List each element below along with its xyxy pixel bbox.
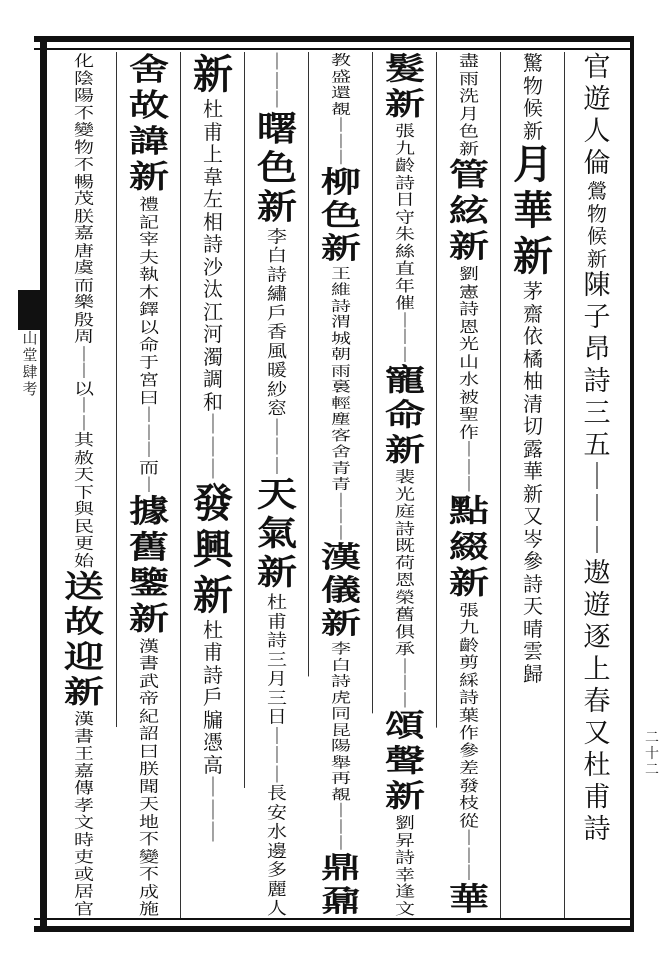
text-column <box>436 51 501 918</box>
annotation-line: 李 白 詩 繡 戶 香 風 暖 紗 窓 ｜ ｜ ｜ <box>267 225 287 476</box>
annotation-block <box>203 619 223 844</box>
headword: 送 故 迎 新 <box>64 568 104 711</box>
annotation-block <box>331 640 351 851</box>
headword: 月 華 新 <box>513 141 553 280</box>
text-column <box>180 52 245 918</box>
headword: 天 氣 新 <box>257 474 297 593</box>
headword: 舍 故 諱 新 <box>129 51 169 196</box>
spine-rule <box>44 42 47 926</box>
annotation-block <box>267 52 287 109</box>
center-fold-title: 山 堂 肆 考 <box>22 329 38 398</box>
annotation-line: 李 白 詩 虎 同 昆 陽 舉 再 覩 ｜ ｜ ｜ <box>331 639 351 852</box>
annotation-line: 教 盛 還 覩 ｜ ｜ ｜ <box>331 51 351 166</box>
annotation-line: 漢 書 王 嘉 傳 孝 文 時 吏 或 居 官 <box>74 709 94 918</box>
annotation-block <box>587 180 607 270</box>
annotation-line: 驚 物 候 新 <box>523 51 543 143</box>
text-column <box>564 52 629 918</box>
annotation-block <box>523 52 543 142</box>
annotation-line: 禮 記 宰 夫 執 木 鐸 以 命 于 宮 曰 ｜ ｜ ｜ 而 ｜ <box>139 194 159 494</box>
annotation-block <box>395 468 415 709</box>
annotation-block <box>267 593 287 918</box>
annotation-block <box>459 52 479 157</box>
headword: 發 興 新 <box>193 479 233 619</box>
annotation-line: 杜 甫 詩 三 月 三 日 ｜ ｜ ｜ 長 安 水 邊 多 麗 人 <box>267 591 287 918</box>
annotation-line: ｜ ｜ ｜ <box>267 51 287 110</box>
annotation-block <box>74 710 94 917</box>
annotation-block <box>203 98 223 481</box>
headword: 新 <box>193 51 233 98</box>
headword: 管 絃 新 <box>449 156 489 265</box>
annotation-block <box>267 227 287 476</box>
text-column <box>52 51 116 918</box>
annotation-line: 漢 書 武 帝 紀 詔 曰 朕 聞 天 地 不 變 不 成 施 <box>139 636 159 918</box>
annotation-line: 鶯 物 候 新 <box>587 179 607 271</box>
fish-tail-mark <box>18 290 44 330</box>
headword: 寵 命 新 <box>385 362 425 469</box>
frame-bottom-inner-rule <box>34 918 634 920</box>
annotation-block <box>459 265 479 493</box>
headword: 曙 色 新 <box>257 108 297 227</box>
headword: 髮 新 <box>385 51 425 123</box>
annotation-block <box>395 122 415 363</box>
annotation-block <box>331 52 351 166</box>
frame-bottom-rule <box>34 926 634 932</box>
annotation-line: 杜 甫 詩 戶 牖 憑 高 ｜ ｜ ｜ <box>203 617 223 844</box>
headword: 柳 色 新 <box>321 164 361 266</box>
annotation-line: 張 九 齡 剪 綵 詩 葉 作 參 差 發 枝 從 ｜ ｜ ｜ <box>459 600 479 883</box>
annotation-line: 張 九 齡 詩 日 守 朱 絲 直 年 催 ｜ ｜ ｜ <box>395 121 415 364</box>
annotation-block <box>395 814 415 917</box>
annotation-line: 劉 昇 詩 幸 逢 文 <box>395 813 415 918</box>
text-columns <box>52 52 628 918</box>
annotation-line: 裴 光 庭 詩 既 荷 恩 榮 舊 俱 承 ｜ ｜ ｜ <box>395 467 415 710</box>
annotation-block <box>139 637 159 918</box>
frame-top-rule <box>34 36 634 42</box>
text-column <box>116 51 181 918</box>
annotation-block <box>139 195 159 493</box>
headword: 鼎 鼐 <box>321 850 361 918</box>
annotation-line: 王 維 詩 渭 城 朝 雨 裛 輕 塵 客 舍 青 青 ｜ ｜ ｜ <box>331 264 351 542</box>
annotation-block <box>459 601 479 882</box>
headword: 點 綴 新 <box>449 492 489 601</box>
text-column <box>372 51 437 918</box>
annotation-block <box>74 52 94 569</box>
annotation-line: 杜 甫 上 韋 左 相 詩 沙 汰 江 河 濁 調 和 ｜ ｜ ｜ <box>203 97 223 481</box>
headword: 華 <box>449 880 489 918</box>
text-column <box>244 51 309 918</box>
headword: 漢 儀 新 <box>321 540 361 641</box>
annotation-line: 盡 雨 洗 月 色 新 <box>459 51 479 158</box>
annotation-block <box>331 265 351 541</box>
annotation-line: 劉 憲 詩 恩 光 山 水 被 聖 作 ｜ ｜ ｜ <box>459 264 479 494</box>
text-column <box>500 52 565 918</box>
frame-right-rule <box>630 36 634 932</box>
annotation-block <box>523 280 543 685</box>
body-text: 官 遊 人 倫 <box>583 52 611 179</box>
headword: 據 舊 鑒 新 <box>129 492 169 637</box>
folio-number: 二 十 二 <box>645 730 659 778</box>
headword: 頌 聲 新 <box>385 707 425 815</box>
text-column <box>308 51 373 918</box>
body-text: 陳 子 昂 詩 三 五 ｜ ｜ ｜ 遨 遊 逐 上 春 又 杜 甫 詩 <box>583 270 611 845</box>
annotation-line: 茅 齋 依 橘 柚 清 切 露 華 新 又 岑 參 詩 天 晴 雲 歸 <box>523 279 543 686</box>
frame-top-inner-rule <box>34 48 634 50</box>
annotation-line: 化 陰 陽 不 變 物 不 暢 茂 朕 嘉 唐 虞 而 樂 殷 周 ｜ ｜ 以 ｜ ｜ 其 赦 天 下 與 民 更 始 <box>74 51 94 570</box>
